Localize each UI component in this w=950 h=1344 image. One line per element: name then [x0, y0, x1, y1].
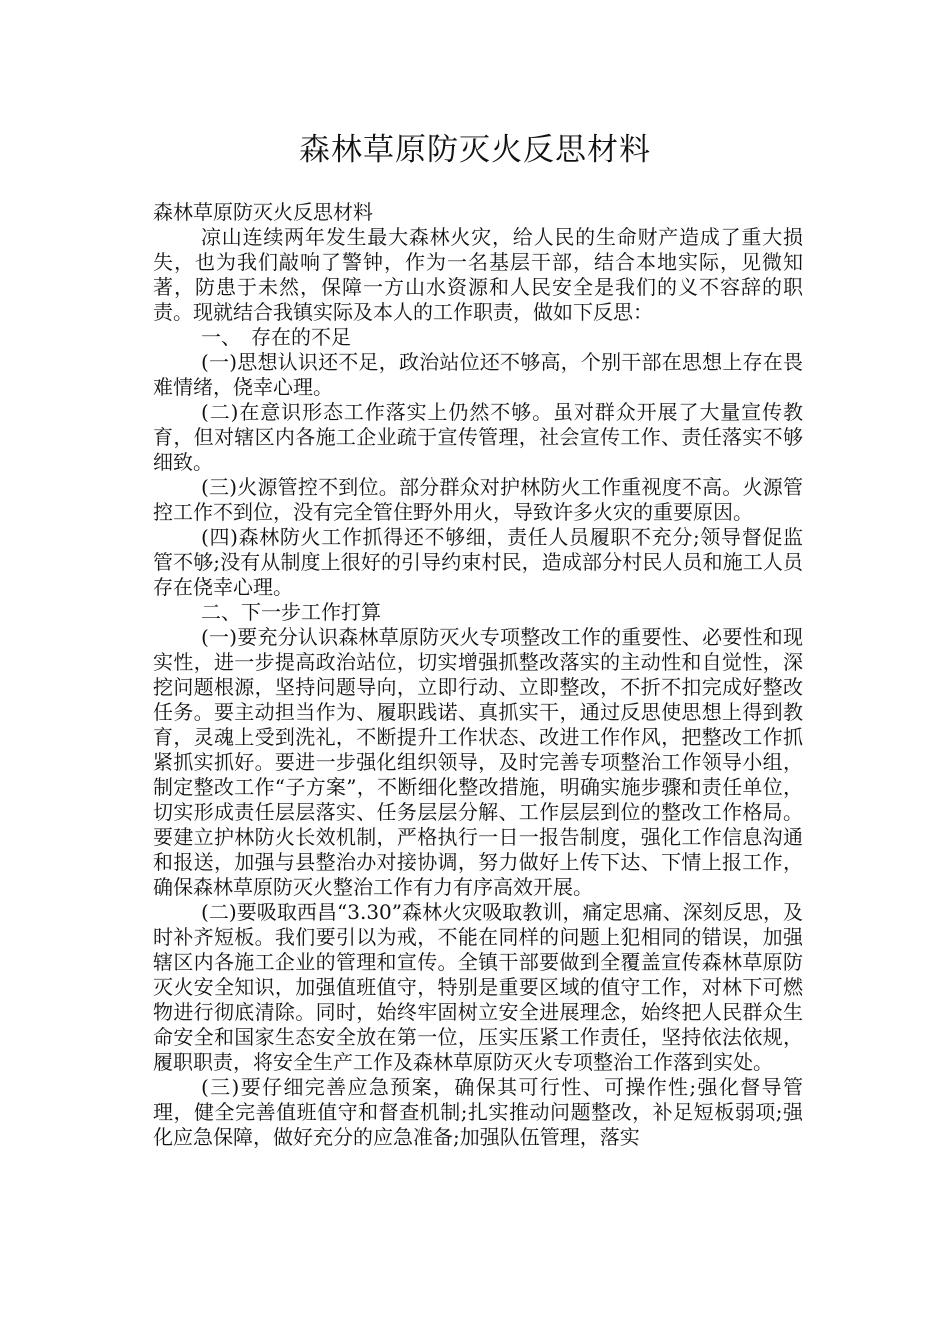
- paragraph-shortcoming-4: (四)森林防火工作抓得还不够细，责任人员履职不充分;领导督促监管不够;没有从制度上很好的引导约束村民，造成部分村民人员和施工人员存在侥幸心理。: [153, 525, 803, 599]
- paragraph-plan-3: (三)要仔细完善应急预案，确保其可行性、可操作性;强化督导管理，健全完善值班值守和督查机制;扎实推动问题整改，补足短板弱项;强化应急保障，做好充分的应急准备;加强队伍管理，落实: [153, 1075, 803, 1149]
- document-subtitle: 森林草原防灭火反思材料: [153, 200, 373, 224]
- paragraph-intro: 凉山连续两年发生最大森林火灾，给人民的生命财产造成了重大损失，也为我们敲响了警钟，作为一名基层干部，结合本地实际，见微知著，防患于未然，保障一方山水资源和人民安全是我们的义不容辞的职责。现就结合我镇实际及本人的工作职责，做如下反思：: [153, 225, 803, 324]
- paragraph-shortcoming-2: (二)在意识形态工作落实上仍然不够。虽对群众开展了大量宣传教育，但对辖区内各施工企业疏于宣传管理，社会宣传工作、责任落实不够细致。: [153, 400, 803, 474]
- section-heading-shortcomings: 一、 存在的不足: [201, 325, 351, 349]
- paragraph-shortcoming-3: (三)火源管控不到位。部分群众对护林防火工作重视度不高。火源管控工作不到位，没有完全管住野外用火，导致许多火灾的重要原因。: [153, 475, 803, 524]
- paragraph-plan-2: (二)要吸取西昌“3.30”森林火灾吸取教训，痛定思痛、深刻反思，及时补齐短板。我们要引以为戒，不能在同样的问题上犯相同的错误，加强辖区内各施工企业的管理和宣传。全镇干部要做到全覆盖宣传森林草原防灭火安全知识，加强值班值守，特别是重要区域的值守工作，对林下可燃物进行彻底清除。同时，始终牢固树立安全进展理念，始终把人民群众生命安全和国家生态安全放在第一位，压实压紧工作责任，坚持依法依规，履职职责，将安全生产工作及森林草原防灭火专项整治工作落到实处。: [153, 900, 803, 1074]
- document-body: [153, 200, 803, 1150]
- paragraph-plan-1: (一)要充分认识森林草原防灭火专项整改工作的重要性、必要性和现实性，进一步提高政治站位，切实增强抓整改落实的主动性和自觉性，深挖问题根源，坚持问题导向，立即行动、立即整改，不折不扣完成好整改任务。要主动担当作为、履职践诺、真抓实干，通过反思使思想上得到教育，灵魂上受到洗礼，不断提升工作状态、改进工作作风，把整改工作抓紧抓实抓好。要进一步强化组织领导，及时完善专项整治工作领导小组，制定整改工作“子方案”，不断细化整改措施，明确实施步骤和责任单位，切实形成责任层层落实、任务层层分解、工作层层到位的整改工作格局。要建立护林防火长效机制，严格执行一日一报告制度，强化工作信息沟通和报送，加强与县整治办对接协调，努力做好上传下达、下情上报工作，确保森林草原防灭火整治工作有力有序高效开展。: [153, 625, 803, 899]
- document-title: 森林草原防灭火反思材料: [299, 132, 651, 168]
- paragraph-shortcoming-1: (一)思想认识还不足，政治站位还不够高，个别干部在思想上存在畏难情绪，侥幸心理。: [153, 350, 803, 399]
- section-heading-next-steps: 二、下一步工作打算: [201, 600, 381, 624]
